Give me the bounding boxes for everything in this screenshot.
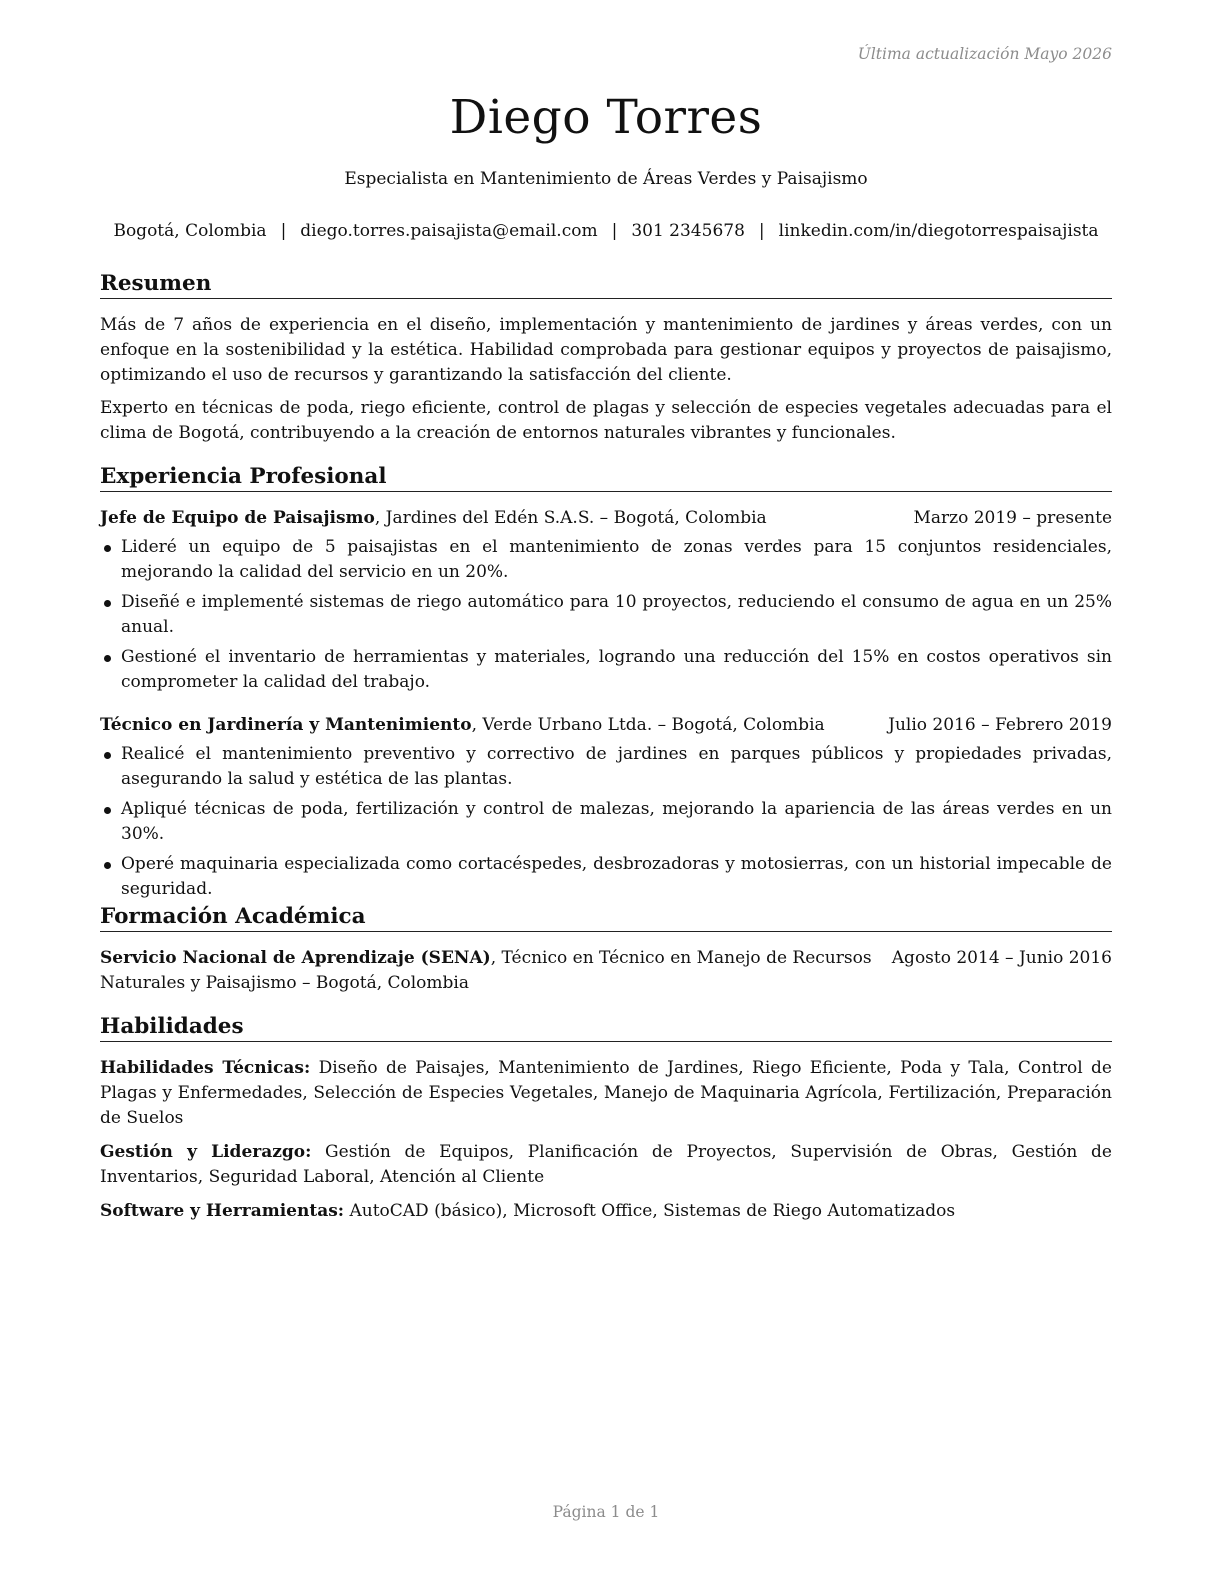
- education-detail-continued: Naturales y Paisajismo – Bogotá, Colombia: [100, 973, 469, 993]
- bullet-icon: [104, 545, 111, 552]
- skill-group-label: Software y Herramientas:: [100, 1201, 345, 1221]
- bullet-item: [100, 590, 1112, 640]
- skill-group-label: Gestión y Liderazgo:: [100, 1142, 312, 1162]
- bullet-icon: [104, 600, 111, 607]
- experience-heading: Experiencia Profesional: [100, 464, 1112, 492]
- experience-section: [100, 464, 1112, 902]
- job-company: , Jardines del Edén S.A.S. – Bogotá, Colombia: [374, 508, 767, 528]
- education-institution: Servicio Nacional de Aprendizaje (SENA): [100, 948, 491, 968]
- job-entry: [100, 713, 1112, 902]
- job-role: Jefe de Equipo de Paisajismo: [100, 508, 375, 528]
- bullet-icon: [104, 752, 111, 759]
- contact-separator: |: [280, 221, 287, 241]
- job-bullets: [100, 742, 1112, 902]
- bullet-text: Lideré un equipo de 5 paisajistas en el mantenimiento de zonas verdes para 15 conjuntos residenciales, mejorando la calidad del servicio en un 20%.: [121, 537, 1112, 582]
- skills-heading: Habilidades: [100, 1014, 1112, 1042]
- skill-group-items: Diseño de Paisajes, Mantenimiento de Jardines, Riego Eficiente, Poda y Tala, Control de Plagas y Enfermedades, Selección de Especies Vegetales, Manejo de Maquinaria Agrícola, Fertilización, Preparación de Suelos: [100, 1058, 1112, 1128]
- skill-group: [100, 1140, 1112, 1190]
- bullet-item: [100, 742, 1112, 792]
- job-header: [100, 713, 1112, 738]
- skills-section: [100, 1014, 1112, 1224]
- bullet-item: [100, 852, 1112, 902]
- last-updated: Última actualización Mayo 2026: [857, 45, 1112, 63]
- summary-paragraph: Experto en técnicas de poda, riego eficiente, control de plagas y selección de especies vegetales adecuadas para el clima de Bogotá, contribuyendo a la creación de entornos naturales vibrantes y funcionales.: [100, 398, 1112, 443]
- job-company: , Verde Urbano Ltda. – Bogotá, Colombia: [471, 715, 825, 735]
- education-detail: , Técnico en Técnico en Manejo de Recursos: [490, 948, 872, 968]
- education-section: [100, 904, 1112, 996]
- skill-group: [100, 1199, 1112, 1224]
- bullet-text: Apliqué técnicas de poda, fertilización y control de malezas, mejorando la apariencia de las áreas verdes en un 30%.: [121, 799, 1112, 844]
- bullet-item: [100, 535, 1112, 585]
- contact-separator: |: [611, 221, 618, 241]
- page-number: Página 1 de 1: [552, 1503, 660, 1521]
- skill-group: [100, 1056, 1112, 1131]
- summary-paragraph: Más de 7 años de experiencia en el diseño, implementación y mantenimiento de jardines y áreas verdes, con un enfoque en la sostenibilidad y la estética. Habilidad comprobada para gestionar equipos y proyectos de paisajismo, optimizando el uso de recursos y garantizando la satisfacción del cliente.: [100, 315, 1112, 385]
- bullet-text: Gestioné el inventario de herramientas y materiales, logrando una reducción del 15% en costos operativos sin comprometer la calidad del trabajo.: [121, 647, 1112, 692]
- bullet-text: Operé maquinaria especializada como cortacéspedes, desbrozadoras y motosierras, con un historial impecable de seguridad.: [121, 854, 1112, 899]
- job-entry: [100, 506, 1112, 695]
- contact-line: [88, 220, 1124, 242]
- job-header: [100, 506, 1112, 531]
- job-role: Técnico en Jardinería y Mantenimiento: [100, 715, 472, 735]
- education-heading: Formación Académica: [100, 904, 1112, 932]
- skill-group-label: Habilidades Técnicas:: [100, 1058, 311, 1078]
- bullet-text: Realicé el mantenimiento preventivo y correctivo de jardines en parques públicos y propiedades privadas, asegurando la salud y estética de las plantas.: [121, 744, 1112, 789]
- candidate-headline: Especialista en Mantenimiento de Áreas Verdes y Paisajismo: [344, 169, 868, 189]
- skill-group-items: AutoCAD (básico), Microsoft Office, Sistemas de Riego Automatizados: [344, 1201, 956, 1221]
- contact-separator: |: [758, 221, 765, 241]
- bullet-item: [100, 797, 1112, 847]
- contact-linkedin[interactable]: linkedin.com/in/diegotorrespaisajista: [778, 221, 1099, 241]
- contact-email[interactable]: diego.torres.paisajista@email.com: [300, 221, 598, 241]
- bullet-icon: [104, 862, 111, 869]
- job-bullets: [100, 535, 1112, 695]
- bullet-icon: [104, 807, 111, 814]
- bullet-icon: [104, 655, 111, 662]
- summary-heading: Resumen: [100, 271, 1112, 299]
- bullet-item: [100, 645, 1112, 695]
- education-dates: Agosto 2014 – Junio 2016: [891, 948, 1112, 968]
- candidate-name: Diego Torres: [449, 90, 763, 145]
- contact-phone[interactable]: 301 2345678: [631, 221, 745, 241]
- summary-section: [100, 271, 1112, 446]
- job-dates: Marzo 2019 – presente: [913, 508, 1112, 528]
- contact-location: Bogotá, Colombia: [113, 221, 267, 241]
- job-dates: Julio 2016 – Febrero 2019: [888, 715, 1112, 735]
- education-header: [100, 946, 1112, 971]
- bullet-text: Diseñé e implementé sistemas de riego automático para 10 proyectos, reduciendo el consumo de agua en un 25% anual.: [121, 592, 1112, 637]
- skill-group-items: Gestión de Equipos, Planificación de Proyectos, Supervisión de Obras, Gestión de Inventarios, Seguridad Laboral, Atención al Cliente: [100, 1142, 1112, 1187]
